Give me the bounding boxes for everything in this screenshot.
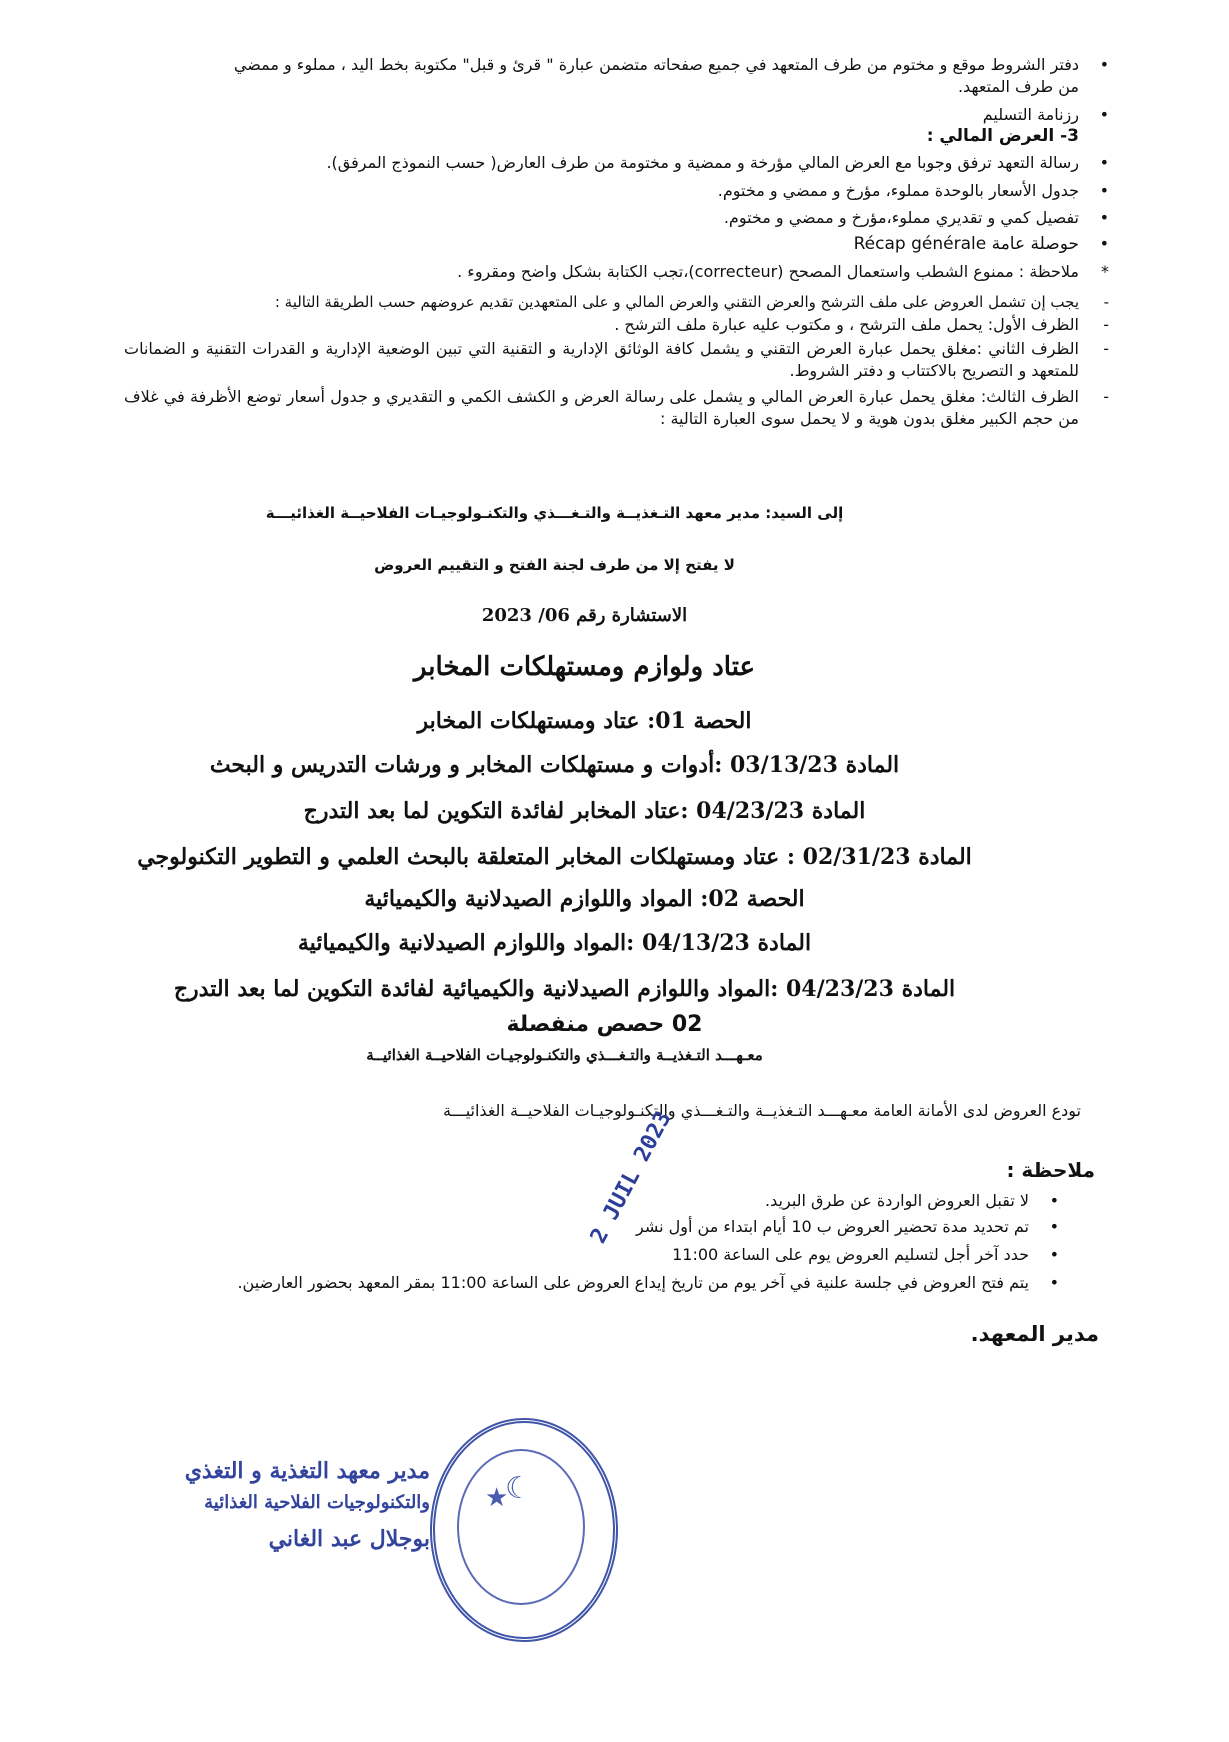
lot-1: الحصة 01: عتاد ومستهلكات المخابر bbox=[417, 708, 752, 734]
envelope-first: - الظرف الأول: يحمل ملف الترشح ، و مكتوب عليه عبارة ملف الترشح . bbox=[614, 314, 1079, 336]
list-item: • تم تحديد مدة تحضير العروض ب 10 أيام ابتداء من أول نشر bbox=[636, 1216, 1029, 1238]
list-item: • لا تقبل العروض الواردة عن طرق البريد. bbox=[765, 1190, 1029, 1212]
list-item: • جدول الأسعار بالوحدة مملوء، مؤرخ و ممضي و مختوم. bbox=[718, 180, 1079, 202]
correction-note: * ملاحظة : ممنوع الشطب واستعمال المصحح (correcteur)،تجب الكتابة بشكل واضح ومقروء . bbox=[457, 261, 1079, 283]
list-item: • دفتر الشروط موقع و مختوم من طرف المتعهد في جميع صفحاته متضمن عبارة " قرئ و قبل" مكتوبة بخط اليد ، مملوء و ممضي bbox=[234, 54, 1079, 76]
lot-2: الحصة 02: المواد واللوازم الصيدلانية والكيميائية bbox=[364, 886, 805, 912]
envelope-second: - الظرف الثاني :مغلق يحمل عبارة العرض التقني و يشمل كافة الوثائق الإدارية و التقنية التي تبين الوضعية الإدارية و القدرات التقنية و الضمانات للمتعهد و التصريح بالاكتتاب و دفتر الشروط. bbox=[124, 338, 1079, 382]
list-item-continuation: من طرف المتعهد. bbox=[957, 77, 1079, 96]
consultation-title: عتاد ولوازم ومستهلكات المخابر bbox=[413, 652, 756, 682]
handwritten-signature: مدير معهد التغذية و التغذي والتكنولوجيات الفلاحية الغذائية بوجلال عبد الغاني bbox=[184, 1458, 430, 1552]
list-item: • يتم فتح العروض في جلسة علنية في آخر يوم من تاريخ إيداع العروض على الساعة 11:00 بمقر المعهد بحضور العارضين. bbox=[237, 1272, 1029, 1294]
official-seal bbox=[430, 1418, 618, 1642]
list-item: • رسالة التعهد ترفق وجوبا مع العرض المالي مؤرخة و ممضية و مختومة من طرف العارض( حسب النموذج المرفق). bbox=[326, 152, 1079, 174]
institute-name: معـهـــد التـغذيــة والتـغـــذي والتكنـولوجيـات الفلاحيــة الغذائيــة bbox=[366, 1046, 763, 1064]
remark-heading: ملاحظة : bbox=[1006, 1158, 1095, 1182]
list-item: • تفصيل كمي و تقديري مملوء،مؤرخ و ممضي و مختوم. bbox=[724, 207, 1079, 229]
crescent-icon: ☾ bbox=[505, 1471, 532, 1506]
article-3: المادة 02/31/23 : عتاد ومستهلكات المخابر المتعلقة بالبحث العلمي و التطوير التكنولوجي bbox=[137, 844, 972, 870]
deposit-line: تودع العروض لدى الأمانة العامة معـهـــد التـغذيــة والتـغـــذي والتكنـولوجيـات الفلاحيــة الغذائيـــة bbox=[443, 1101, 1081, 1120]
article-2: المادة 04/23/23 :عتاد المخابر لفائدة التكوين لما بعد التدرج bbox=[303, 798, 866, 824]
envelope-third: - الظرف الثالث: مغلق يحمل عبارة العرض المالي و يشمل على رسالة العرض و الكشف الكمي و التقديري و جدول أسعار توضع الأظرفة في غلاف من حجم الكبير مغلق بدون هوية و لا يحمل سوى العبارة التالية : bbox=[124, 386, 1079, 430]
lots-count: 02 حصص منفصلة bbox=[506, 1012, 703, 1037]
date-stamp: 2 JUIL 2023 bbox=[586, 1107, 677, 1248]
financial-heading: 3- العرض المالي : bbox=[926, 126, 1079, 146]
envelope-intro: - يجب إن تشمل العروض على ملف الترشح والعرض التقني والعرض المالي و على المتعهدين تقديم عروضهم حسب الطريقة التالية : bbox=[275, 291, 1079, 313]
list-item: • رزنامة التسليم bbox=[983, 104, 1079, 126]
list-item: • حوصلة عامة Récap générale bbox=[854, 233, 1079, 255]
article-4: المادة 04/13/23 :المواد واللوازم الصيدلانية والكيميائية bbox=[297, 930, 812, 956]
consultation-number: الاستشارة رقم 06/ 2023 bbox=[481, 605, 688, 626]
addressee: إلى السيد: مدير معهد التـغذيــة والتـغـــذي والتكنـولوجيـات الفلاحيــة الغذائيـــة bbox=[265, 504, 844, 522]
article-1: المادة 03/13/23 :أدوات و مستهلكات المخابر و ورشات التدريس و البحث bbox=[209, 752, 900, 778]
article-5: المادة 04/23/23 :المواد واللوازم الصيدلانية والكيميائية لفائدة التكوين لما بعد التدرج bbox=[173, 976, 956, 1002]
star-icon: ★ bbox=[485, 1483, 509, 1513]
warning-line: لا يفتح إلا من طرف لجنة الفتح و التقييم العروض bbox=[374, 556, 735, 574]
director-title: مدير المعهد. bbox=[970, 1322, 1099, 1346]
list-item: • حدد آخر أجل لتسليم العروض يوم على الساعة 11:00 bbox=[672, 1244, 1029, 1266]
